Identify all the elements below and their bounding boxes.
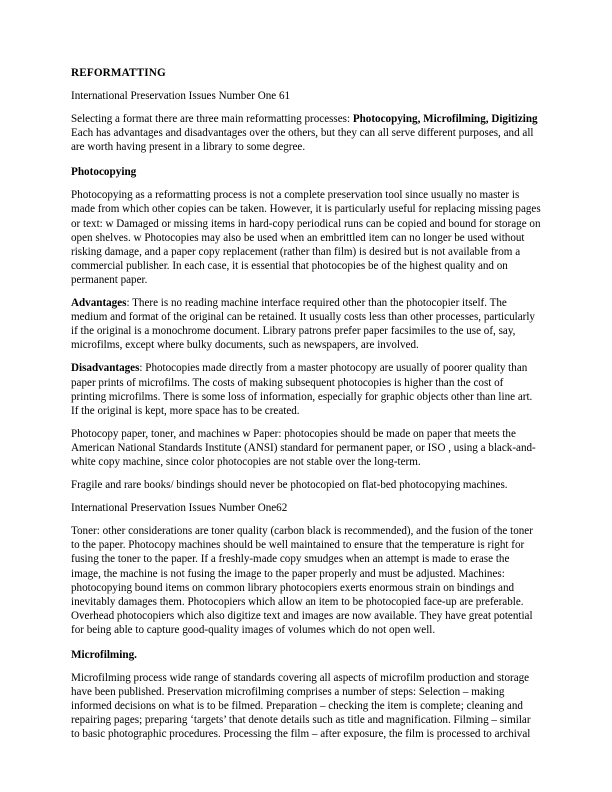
- paragraph-advantages: [71, 296, 541, 352]
- running-head-top: International Preservation Issues Number One 61: [71, 90, 291, 102]
- paragraph-photocopying-body: Photocopying as a reformatting process is not a complete preservation tool since usually no master is made from which other copies can be taken. However, it is particularly useful for replacing missing pages or text: w Damaged or missing items in hard-copy periodical runs can be copied and bound for storage on open shelves. w Photocopies may also be used when an embrittled item can no longer be used without risking damage, and a paper copy replacement (rather than film) is desired but is not available from a commercial publisher. In each case, it is essential that photocopies be of the highest quality and on permanent paper.: [71, 189, 541, 286]
- disadvantages-label: Disadvantages: [71, 362, 140, 375]
- intro-rest: Each has advantages and disadvantages over the others, but they can all serve different purposes, and all are worth having present in a library to some degree.: [71, 127, 534, 154]
- paragraph-fragile-books: Fragile and rare books/ bindings should never be photocopied on flat-bed photocopying machines.: [71, 479, 508, 492]
- paragraph-microfilming-body: Microfilming process wide range of standards covering all aspects of microfilm production and storage have been published. Preservation microfilming comprises a number of steps: Selection – making informed decisions on what is to be filmed. Preparation – checking the item is complete; cleaning and repairing pages; preparing ‘targets’ that denote details such as title and magnification. Filming – similar to basic photographic procedures. Processing the film – after exposure, the film is processed to archival: [71, 672, 531, 741]
- intro-bold-terms: Photocopying, Microfilming, Digitizing: [352, 113, 538, 126]
- running-head-mid: International Preservation Issues Number One62: [71, 502, 288, 515]
- page-title: REFORMATTING: [71, 67, 166, 79]
- document-body: [71, 66, 541, 750]
- intro-paragraph: [71, 112, 541, 154]
- paragraph-toner-body: Toner: other considerations are toner quality (carbon black is recommended), and the fusion of the toner to the paper. Photocopy machines should be well maintained to ensure that the temperature is right for fusing the toner to the paper. If a freshly-made copy smudges when an attempt is made to erase the image, the machine is not fusing the image to the paper properly and must be adjusted. Machines: photocopying bound items on common library photocopiers exerts enormous strain on bindings and inevitably damages them. Photocopiers which allow an item to be photocopied face-up are preferable. Overhead photocopiers which also digitize text and images are now available. They have great potential for being able to capture good-quality images of volumes which do not open well.: [71, 525, 533, 636]
- advantages-label: Advantages: [71, 297, 127, 310]
- paragraph-paper-toner-machines: Photocopy paper, toner, and machines w Paper: photocopies should be made on paper that meets the American National Standards Institute (ANSI) standard for permanent paper, or ISO , using a black-and-white copy machine, since color photocopies are not stable over the long-term.: [71, 427, 536, 468]
- intro-colon: :: [347, 113, 353, 126]
- disadvantages-body: : Photocopies made directly from a master photocopy are usually of poorer quality than paper prints of microfilms. The costs of making subsequent photocopies is higher than the cost of printing microfilms. There is some loss of information, especially for graphic objects other than line art. If the original is kept, more space has to be created.: [71, 362, 533, 417]
- paragraph-disadvantages: [71, 361, 541, 417]
- heading-photocopying: Photocopying: [71, 166, 137, 179]
- heading-microfilming: Microfilming.: [71, 649, 137, 661]
- advantages-body: : There is no reading machine interface required other than the photocopier itself. The medium and format of the original can be retained. It usually costs less than other processes, particularly if the original is a monochrome document. Library patrons prefer paper facsimiles to the use of, say, microfilms, except where bulky documents, such as newspapers, are involved.: [71, 297, 535, 352]
- intro-lead: Selecting a format there are three main reformatting processes: [71, 113, 347, 126]
